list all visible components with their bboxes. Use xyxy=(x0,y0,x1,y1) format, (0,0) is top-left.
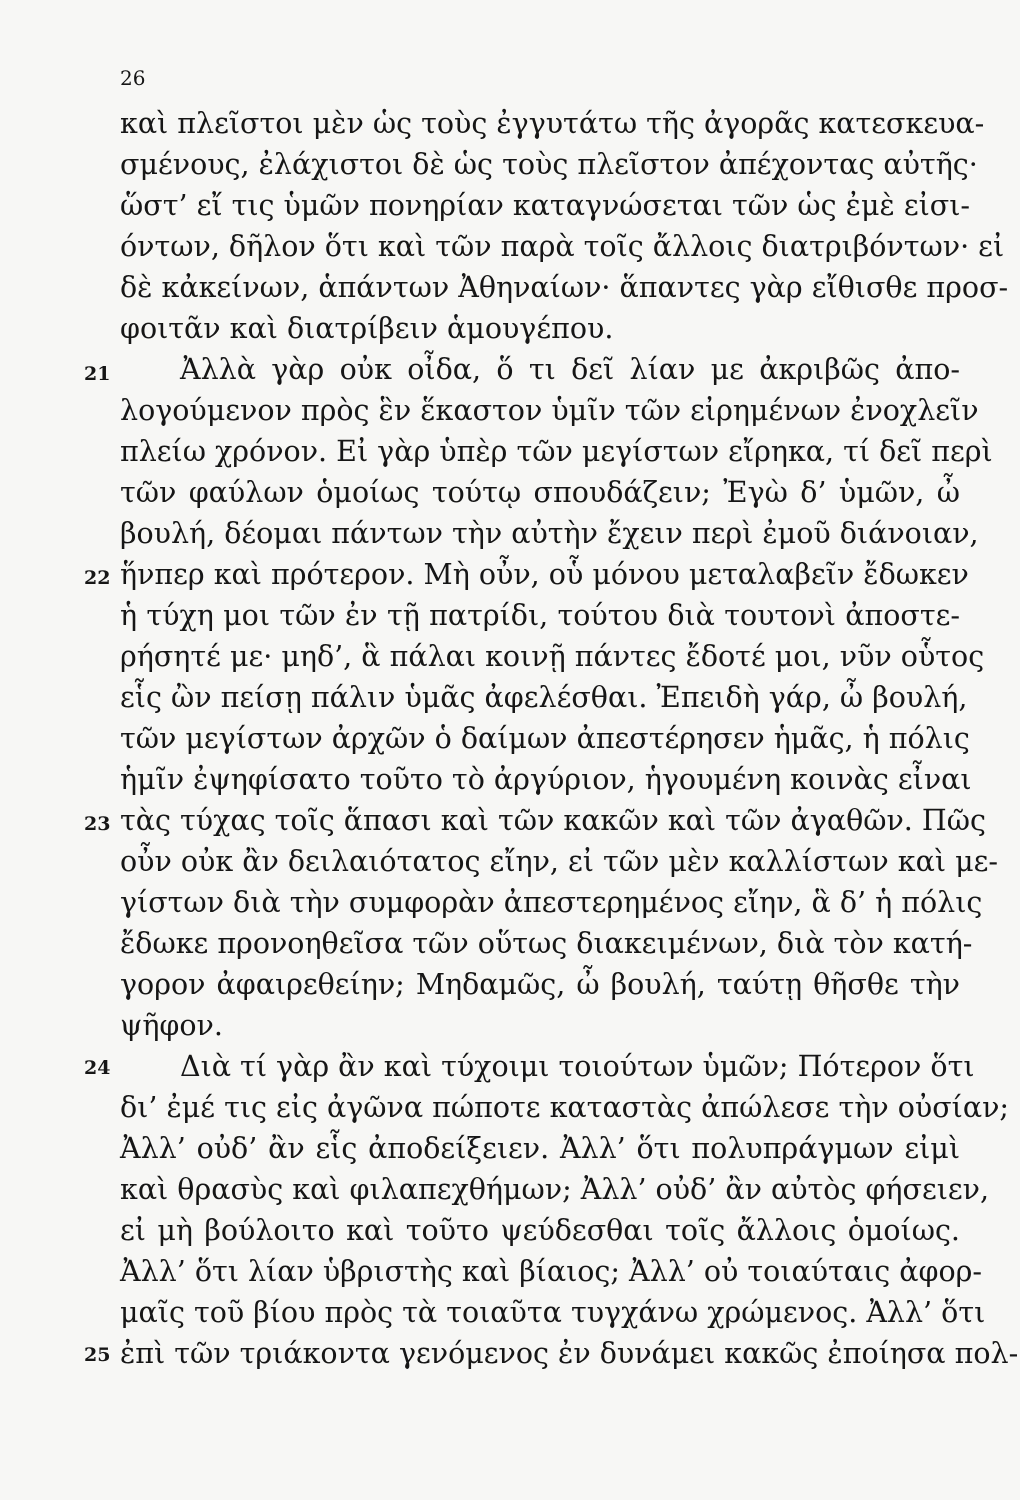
page-number: 26 xyxy=(120,66,146,90)
text-line: Ἀλλ’ οὐδ’ ἂν εἷς ἀποδείξειεν. Ἀλλ’ ὅτι πολυπράγμων εἰμὶ xyxy=(120,1132,960,1165)
text-line: τῶν φαύλων ὁμοίως τούτῳ σπουδάζειν; Ἐγὼ δ’ ὑμῶν, ὦ xyxy=(120,476,960,509)
text-line: Ἀλλ’ ὅτι λίαν ὑβριστὴς καὶ βίαιος; Ἀλλ’ οὐ τοιαύταις ἀφορ- xyxy=(120,1255,983,1288)
text-line: ἥνπερ καὶ πρότερον. Μὴ οὖν, οὗ μόνου μεταλαβεῖν ἔδωκεν xyxy=(120,558,969,591)
text-line: καὶ θρασὺς καὶ φιλαπεχθήμων; Ἀλλ’ οὐδ’ ἂν αὐτὸς φήσειεν, xyxy=(120,1173,990,1206)
text-line: οὖν οὐκ ἂν δειλαιότατος εἴην, εἰ τῶν μὲν καλλίστων καὶ με- xyxy=(120,845,999,878)
text-line: ὥστ’ εἴ τις ὑμῶν πονηρίαν καταγνώσεται τῶν ὡς ἐμὲ εἰσι- xyxy=(120,189,971,222)
text-line: Διὰ τί γὰρ ἂν καὶ τύχοιμι τοιούτων ὑμῶν; Πότερον ὅτι xyxy=(180,1050,975,1083)
text-line: ἡμῖν ἐψηφίσατο τοῦτο τὸ ἀργύριον, ἡγουμένη κοινὰς εἶναι xyxy=(120,763,972,796)
text-line: εἷς ὢν πείσῃ πάλιν ὑμᾶς ἀφελέσθαι. Ἐπειδὴ γάρ, ὦ βουλή, xyxy=(120,681,968,714)
text-line: Ἀλλὰ γὰρ οὐκ οἶδα, ὅ τι δεῖ λίαν με ἀκριβῶς ἀπο- xyxy=(180,353,960,386)
text-line: καὶ πλεῖστοι μὲν ὡς τοὺς ἐγγυτάτω τῆς ἀγορᾶς κατεσκευα- xyxy=(120,107,985,140)
text-line: όντων, δῆλον ὅτι καὶ τῶν παρὰ τοῖς ἄλλοις διατριβόντων· εἰ xyxy=(120,230,1005,263)
section-number: 22 xyxy=(84,567,111,589)
text-line: δὲ κἀκείνων, ἁπάντων Ἀθηναίων· ἅπαντες γὰρ εἴθισθε προσ- xyxy=(120,271,1009,304)
text-line: σμένους, ἐλάχιστοι δὲ ὡς τοὺς πλεῖστον ἀπέχοντας αὐτῆς· xyxy=(120,148,978,181)
text-line: γορον ἀφαιρεθείην; Μηδαμῶς, ὦ βουλή, ταύτῃ θῆσθε τὴν xyxy=(120,968,960,1001)
text-line: ἐπὶ τῶν τριάκοντα γενόμενος ἐν δυνάμει κακῶς ἐποίησα πολ- xyxy=(120,1337,1019,1370)
text-line: τῶν μεγίστων ἀρχῶν ὁ δαίμων ἀπεστέρησεν ἡμᾶς, ἡ πόλις xyxy=(120,722,970,755)
section-number: 24 xyxy=(84,1057,111,1079)
section-number: 23 xyxy=(84,813,111,835)
text-line: ψῆφον. xyxy=(120,1009,223,1042)
text-line: εἰ μὴ βούλοιτο καὶ τοῦτο ψεύδεσθαι τοῖς ἄλλοις ὁμοίως. xyxy=(120,1214,960,1247)
text-line: τὰς τύχας τοῖς ἅπασι καὶ τῶν κακῶν καὶ τῶν ἀγαθῶν. Πῶς xyxy=(120,804,986,837)
text-line: δι’ ἐμέ τις εἰς ἀγῶνα πώποτε καταστὰς ἀπώλεσε τὴν οὐσίαν; xyxy=(120,1091,1010,1124)
text-line: ἡ τύχη μοι τῶν ἐν τῇ πατρίδι, τούτου διὰ τουτονὶ ἀποστε- xyxy=(120,599,960,632)
text-line: μαῖς τοῦ βίου πρὸς τὰ τοιαῦτα τυγχάνω χρώμενος. Ἀλλ’ ὅτι xyxy=(120,1296,986,1329)
text-line: βουλή, δέομαι πάντων τὴν αὐτὴν ἔχειν περὶ ἐμοῦ διάνοιαν, xyxy=(120,517,979,550)
text-line: πλείω χρόνον. Εἰ γὰρ ὑπὲρ τῶν μεγίστων εἴρηκα, τί δεῖ περὶ xyxy=(120,435,993,468)
text-line: ἔδωκε προνοηθεῖσα τῶν οὕτως διακειμένων, διὰ τὸν κατή- xyxy=(120,927,973,960)
text-line: λογούμενον πρὸς ἓν ἕκαστον ὑμῖν τῶν εἰρημένων ἐνοχλεῖν xyxy=(120,394,979,427)
section-number: 21 xyxy=(84,363,111,385)
section-number: 25 xyxy=(84,1344,111,1366)
text-line: ρήσητέ με· μηδ’, ἃ πάλαι κοινῇ πάντες ἔδοτέ μοι, νῦν οὗτος xyxy=(120,640,985,673)
text-line: γίστων διὰ τὴν συμφορὰν ἀπεστερημένος εἴην, ἃ δ’ ἡ πόλις xyxy=(120,886,983,919)
text-line: φοιτᾶν καὶ διατρίβειν ἁμουγέπου. xyxy=(120,312,614,345)
